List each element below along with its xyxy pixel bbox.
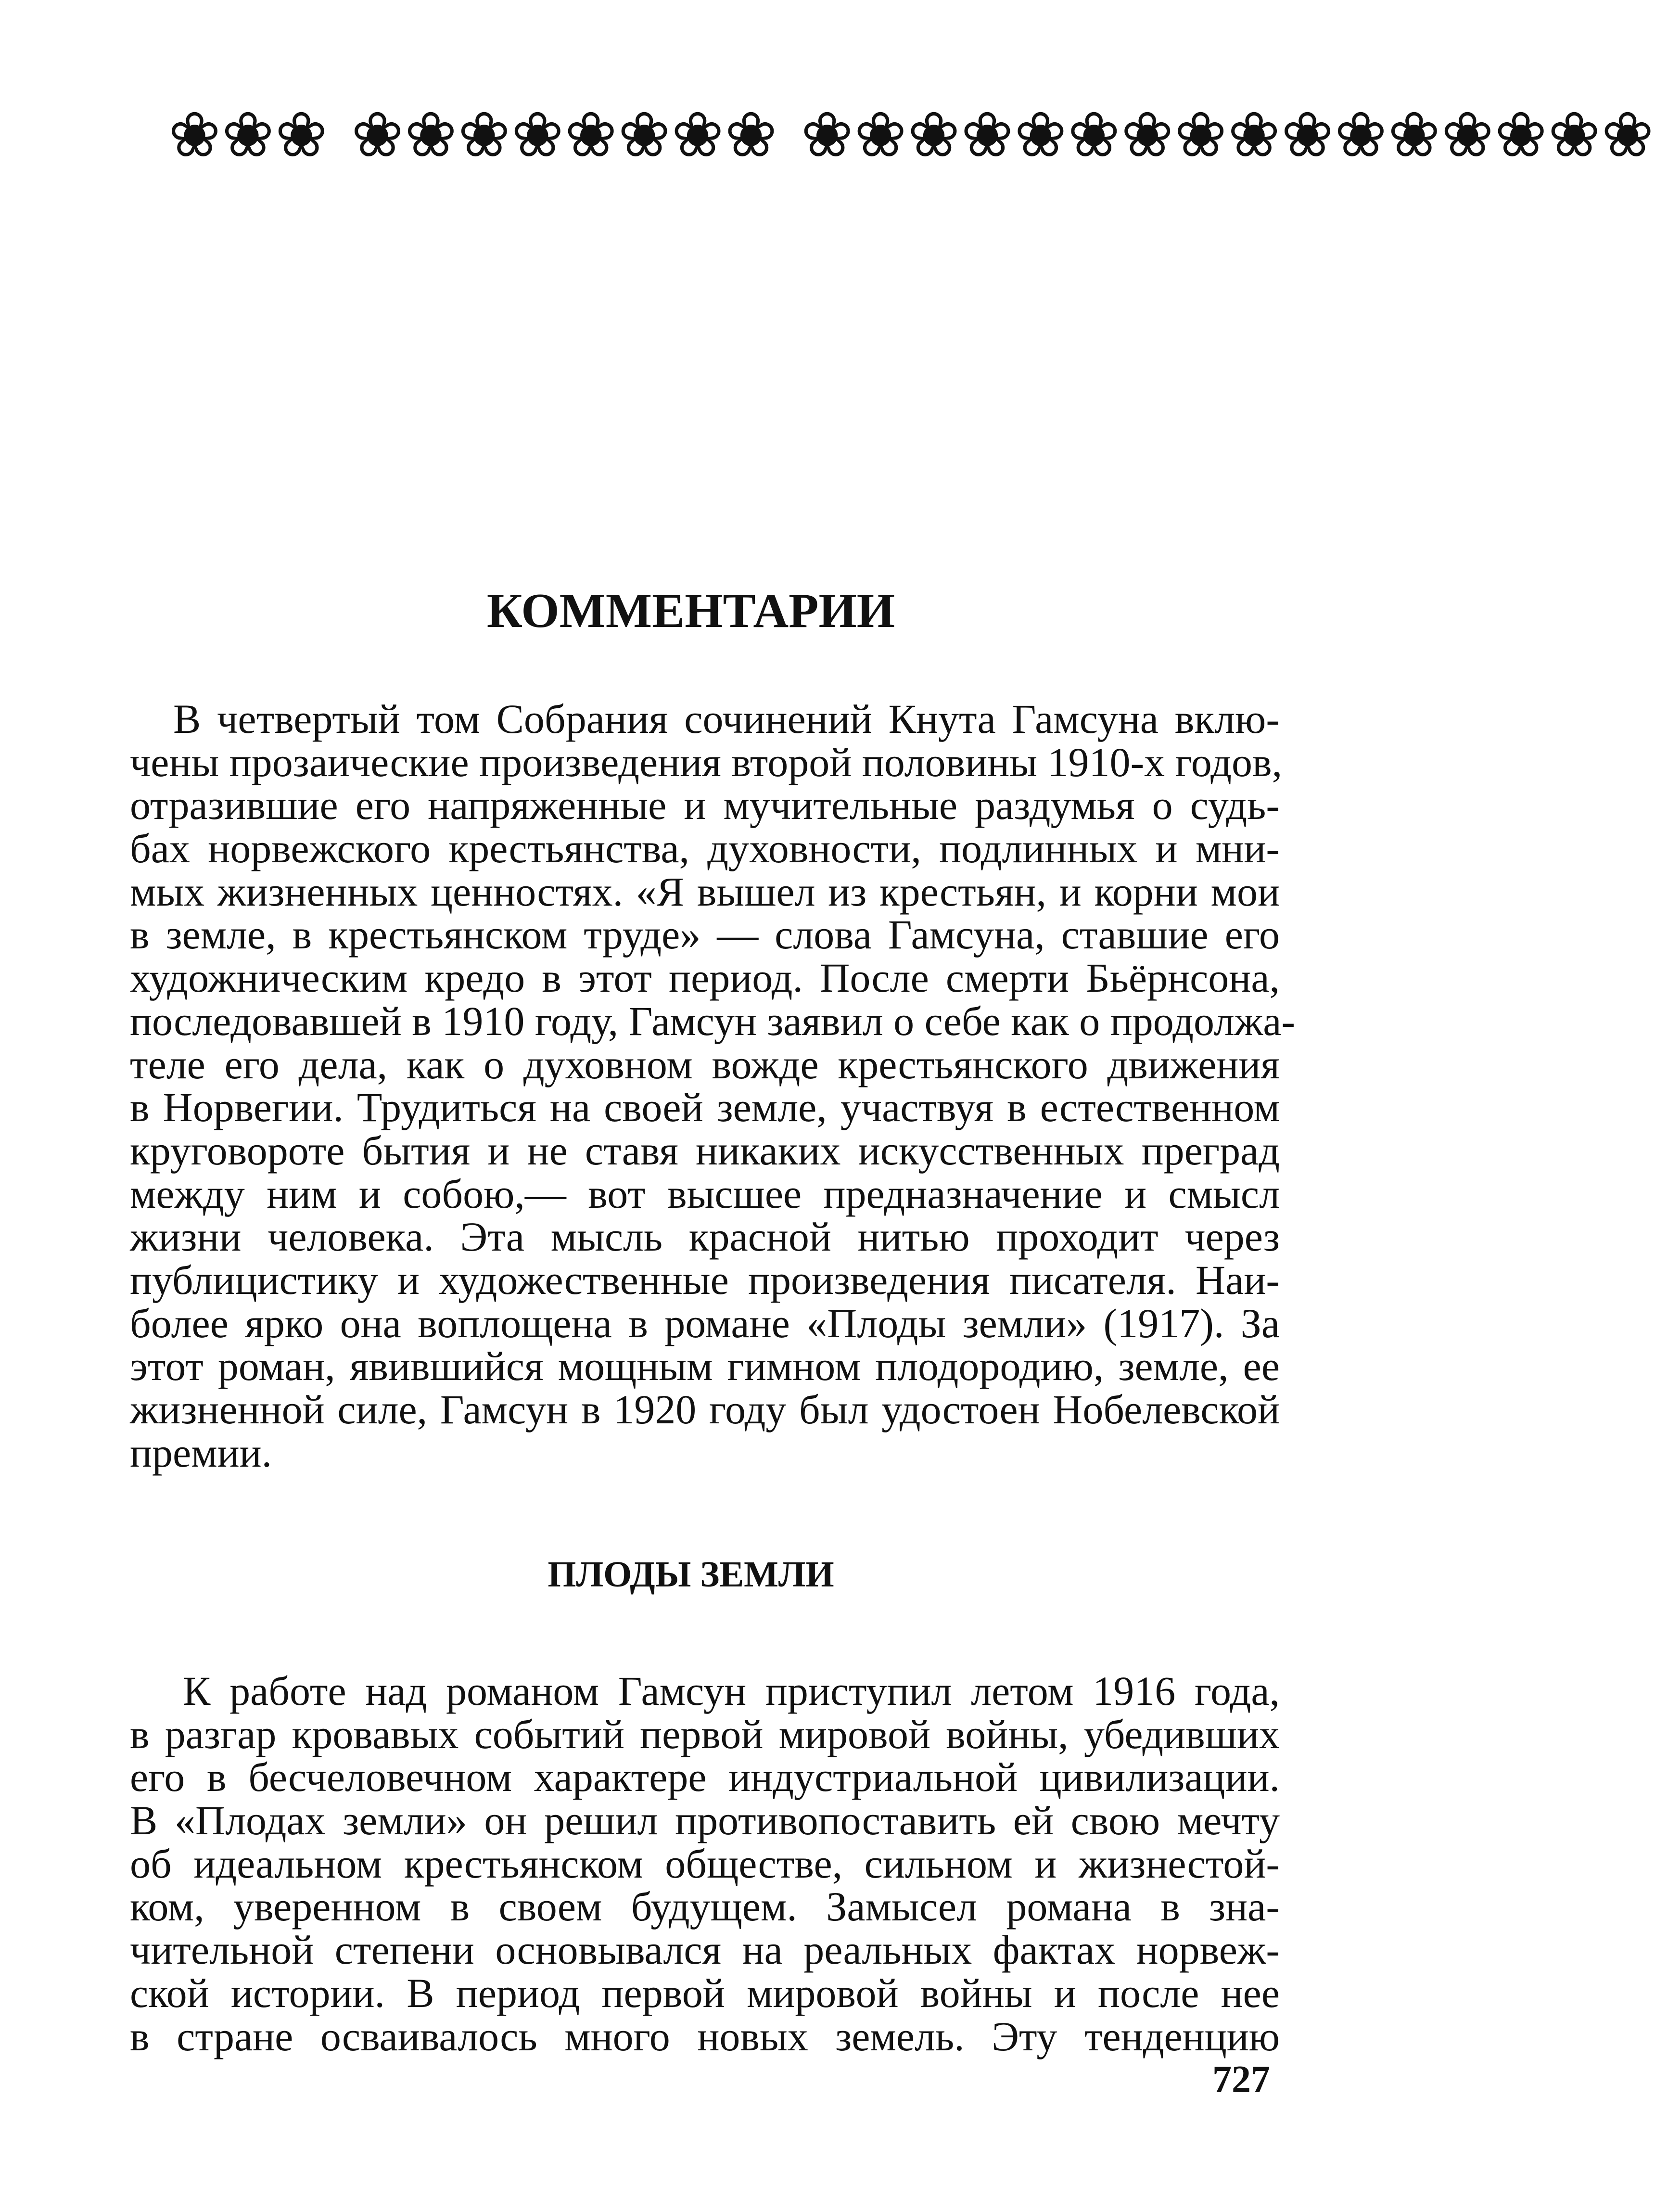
text-line: ской истории. В период первой мировой войны и после нее [130, 1969, 1280, 2016]
text-line: об идеальном крестьянском обществе, сильном и жизнестой- [130, 1840, 1280, 1887]
page-number: 727 [1212, 2059, 1270, 2101]
text-line: последовавшей в 1910 году, Гамсун заявил о себе как о продолжа- [130, 997, 1296, 1044]
text-line: В четвертый том Собрания сочинений Кнута Гамсуна вклю- [173, 696, 1280, 742]
body-paragraph [130, 1670, 1280, 2058]
text-line: ком, уверенном в своем будущем. Замысел романа в зна- [130, 1883, 1280, 1930]
text-line: художническим кредо в этот период. После смерти Бьёрнсона, [130, 955, 1280, 1001]
text-line: отразившие его напряженные и мучительные раздумья о судь- [130, 782, 1280, 829]
text-line: в стране осваивалось много новых земель. Эту тенденцию [130, 2013, 1280, 2059]
text-line: К работе над романом Гамсун приступил летом 1916 года, [183, 1668, 1280, 1714]
text-line: мых жизненных ценностях. «Я вышел из крестьян, и корни мои [130, 868, 1280, 915]
text-line: его в бесчеловечном характере индустриальной цивилизации. [130, 1754, 1280, 1801]
text-line: в Норвегии. Трудиться на своей земле, участвуя в естественном [130, 1084, 1280, 1131]
text-line: жизни человека. Эта мысль красной нитью проходит через [130, 1214, 1280, 1260]
text-line: в земле, в крестьянском труде» — слова Гамсуна, ставшие его [130, 911, 1280, 958]
section-title: КОММЕНТАРИИ [486, 584, 895, 638]
intro-paragraph [130, 696, 1296, 1476]
text-line: в разгар кровавых событий первой мировой войны, убедивших [130, 1711, 1280, 1757]
text-line: чительной степени основывался на реальных фактах норвеж- [130, 1927, 1280, 1973]
text-line: между ним и собою,— вот высшее предназначение и смысл [130, 1170, 1280, 1217]
text-line: более ярко она воплощена в романе «Плоды земли» (1917). За [130, 1300, 1280, 1346]
ornament-border: ❀❀❀ ❀❀❀❀❀❀❀❀ ❀❀❀❀❀❀❀❀❀❀❀❀❀❀❀❀ [168, 98, 1655, 171]
text-line: теле его дела, как о духовном вожде крестьянского движения [130, 1041, 1280, 1087]
text-line: круговороте бытия и не ставя никаких искусственных преград [130, 1127, 1280, 1174]
text-line: чены прозаические произведения второй половины 1910-х годов, [130, 739, 1283, 785]
text-line: этот роман, явившийся мощным гимном плодородию, земле, ее [130, 1343, 1280, 1390]
text-line: премии. [130, 1429, 272, 1476]
text-line: жизненной силе, Гамсун в 1920 году был удостоен Нобелевской [130, 1386, 1280, 1432]
text-line: публицистику и художественные произведения писателя. Наи- [130, 1256, 1280, 1303]
text-line: бах норвежского крестьянства, духовности, подлинных и мни- [130, 825, 1280, 872]
chapter-heading: ПЛОДЫ ЗЕМЛИ [547, 1554, 834, 1595]
text-line: В «Плодах земли» он решил противопоставить ей свою мечту [130, 1797, 1280, 1844]
